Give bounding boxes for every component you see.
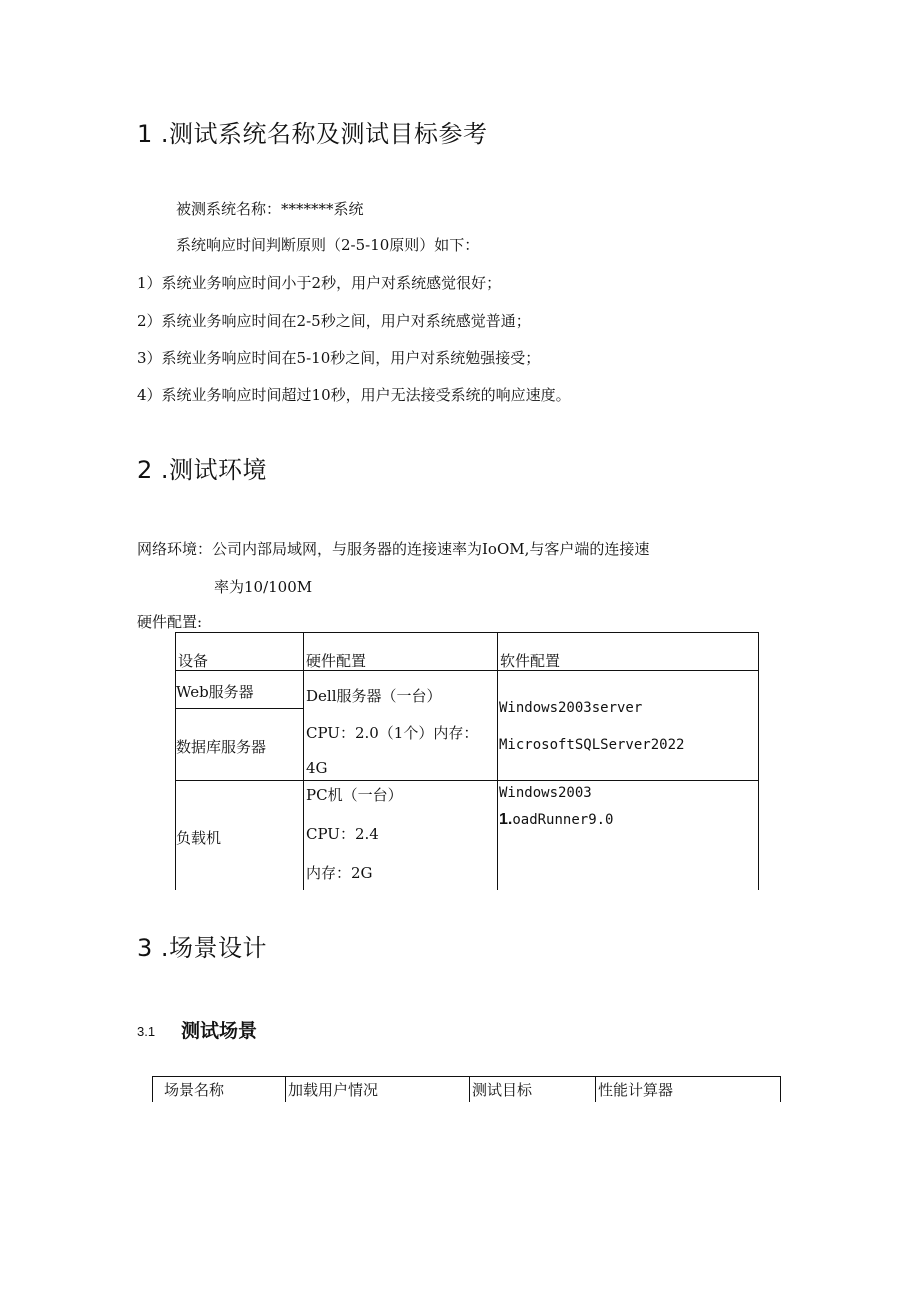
cell-load-sw-2-lead: 1.: [499, 811, 513, 828]
network-env-line2: 率为10/100M: [214, 578, 313, 596]
cell-server-hw-3: 4G: [306, 759, 328, 777]
table-line: [152, 1076, 153, 1102]
hardware-label: 硬件配置:: [137, 613, 203, 631]
cell-load-hw-3: 内存：2G: [306, 864, 373, 882]
table-header-device: 设备: [178, 652, 209, 670]
rule-intro: 系统响应时间判断原则（2-5-10原则）如下：: [176, 236, 480, 254]
subsection-title: 测试场景: [181, 1020, 258, 1042]
table-header-software: 软件配置: [500, 652, 561, 670]
cell-load-hw-2: CPU：2.4: [306, 825, 379, 843]
table-line: [175, 670, 759, 671]
table-line: [175, 780, 759, 781]
scenario-header-load: 加载用户情况: [288, 1081, 379, 1099]
section2-heading: 2 .测试环境: [137, 456, 268, 484]
cell-load-sw-2: [499, 810, 614, 829]
cell-web-server: Web服务器: [176, 683, 254, 701]
scenario-header-counter: 性能计算器: [598, 1081, 674, 1099]
section3-heading: 3 .场景设计: [137, 934, 268, 962]
cell-server-hw-2: CPU：2.0（1个）内存：: [306, 724, 479, 742]
scenario-header-goal: 测试目标: [472, 1081, 533, 1099]
table-line: [303, 632, 304, 890]
table-line: [780, 1076, 781, 1102]
table-line: [175, 632, 176, 890]
rule-item-2: 2）系统业务响应时间在2-5秒之间，用户对系统感觉普通；: [137, 312, 531, 330]
cell-db-server: 数据库服务器: [176, 738, 267, 756]
table-line: [175, 632, 759, 633]
table-line: [497, 632, 498, 890]
table-header-hardware: 硬件配置: [306, 652, 367, 670]
cell-load-sw-1: Windows2003: [499, 785, 592, 801]
rule-item-4: 4）系统业务响应时间超过10秒，用户无法接受系统的响应速度。: [137, 386, 571, 404]
rule-item-3: 3）系统业务响应时间在5-10秒之间，用户对系统勉强接受；: [137, 349, 541, 367]
cell-server-hw-1: Dell服务器（一台）: [306, 687, 442, 705]
system-name: 被测系统名称：*******系统: [176, 200, 364, 218]
section1-heading: 1 .测试系统名称及测试目标参考: [137, 120, 488, 148]
rule-item-1: 1）系统业务响应时间小于2秒，用户对系统感觉很好；: [137, 274, 502, 292]
cell-server-sw-2: MicrosoftSQLServer2022: [499, 737, 685, 753]
table-line: [469, 1076, 470, 1102]
cell-load-hw-1: PC机（一台）: [306, 786, 403, 804]
subsection-number: 3.1: [137, 1024, 156, 1039]
table-line: [595, 1076, 596, 1102]
table-line: [152, 1076, 781, 1077]
cell-server-sw-1: Windows2003server: [499, 700, 643, 716]
table-line: [175, 708, 303, 709]
table-line: [758, 632, 759, 890]
table-line: [285, 1076, 286, 1102]
scenario-header-name: 场景名称: [164, 1081, 225, 1099]
network-env-line1: 网络环境：公司内部局域网，与服务器的连接速率为IoOM,与客户端的连接速: [137, 540, 650, 558]
cell-load-machine: 负载机: [176, 829, 222, 847]
cell-load-sw-2-rest: oadRunner9.0: [512, 812, 614, 828]
